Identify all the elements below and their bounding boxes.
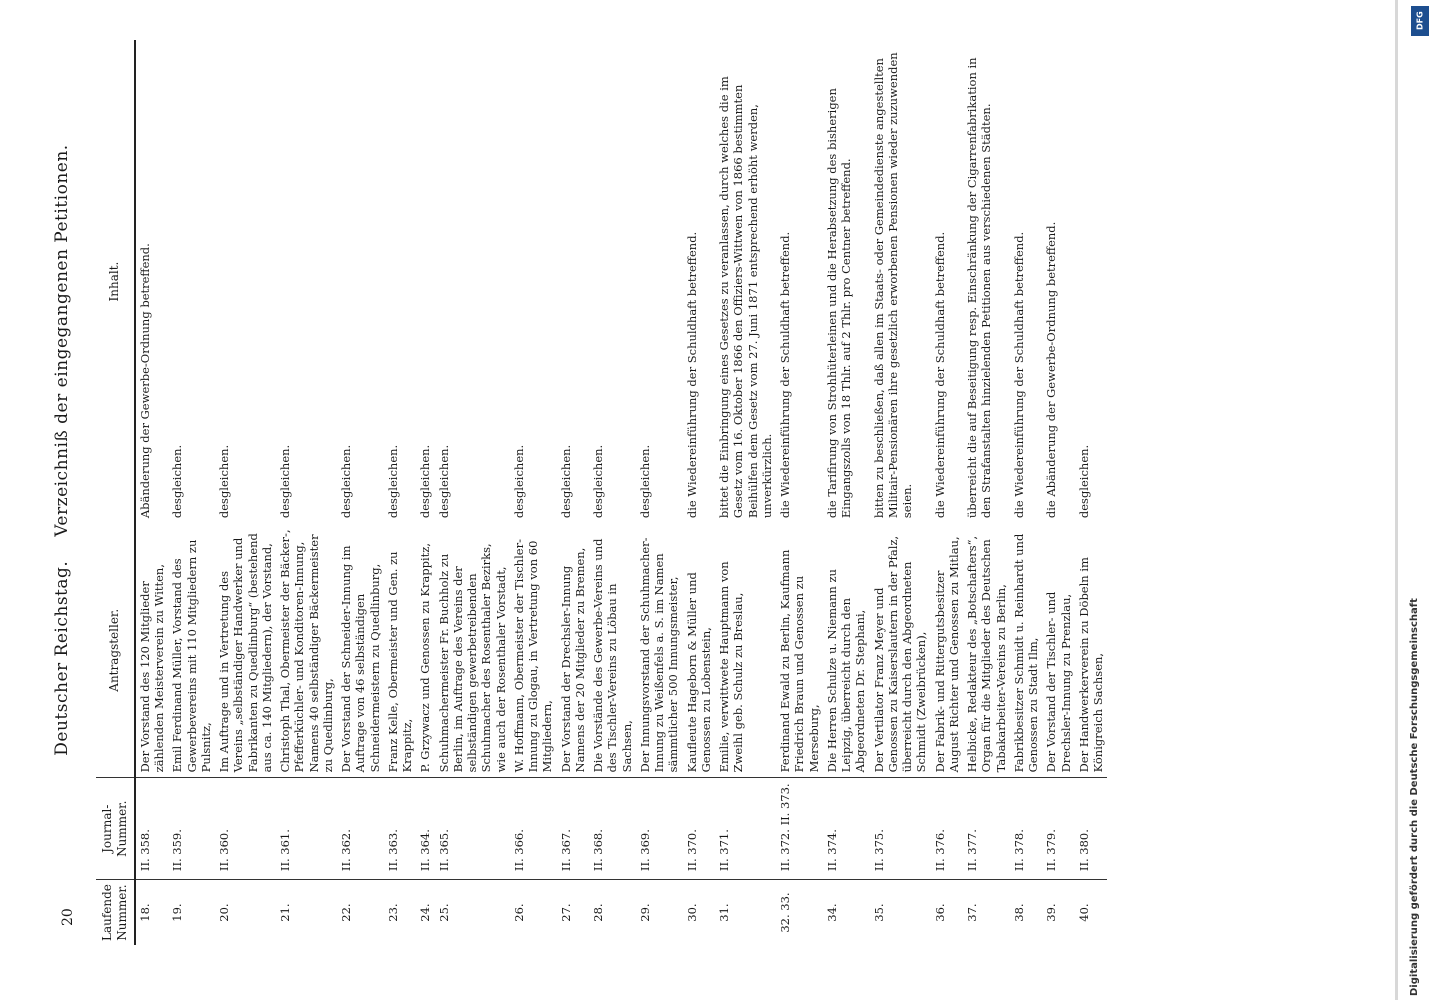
cell-inhalt: die Wiedereinführung der Schuldhaft betreffend. — [778, 231, 792, 519]
cell-laufende: 28. — [591, 903, 605, 922]
cell-journal: II. 374. — [823, 778, 870, 880]
cell-journal: II. 369. — [636, 778, 683, 880]
cell-journal: II. 363. — [384, 778, 417, 880]
cell-journal: II. 370. — [683, 778, 716, 880]
table-row — [1042, 40, 1075, 945]
cell-inhalt: desgleichen. — [385, 444, 400, 519]
cell-antragsteller: Der Fabrik- und Rittergutsbesitzer August Richter und Genossen zu Mitlau, — [931, 523, 964, 778]
cell-inhalt: bitten zu beschließen, daß allen im Staats- oder Gemeindedienste angestellten Militair-Pensionären ihre gesetzlich erworbenen Pensionen wieder zuzuwenden seien. — [871, 52, 914, 519]
cell-journal: II. 361. — [276, 778, 337, 880]
table-row — [276, 40, 337, 945]
cell-antragsteller: Der Vorstand des 120 Mitglieder zählenden Meisterverein zu Witten, — [135, 523, 169, 778]
cell-inhalt: desgleichen. — [217, 444, 231, 519]
cell-inhalt: desgleichen. — [339, 444, 353, 519]
cell-journal: II. 380. — [1075, 778, 1108, 880]
cell-inhalt: desgleichen. — [511, 444, 526, 519]
cell-journal: II. 362. — [337, 778, 384, 880]
cell-antragsteller: Schuhmachermeister Fr. Buchholz zu Berlin, im Auftrage des Vereins der selbständigen gewerbetreibenden Schuhmacher des Rosenthaler Bezirks, wie auch der Rosenthaler Vorstadt, — [435, 523, 510, 778]
cell-laufende: 18. — [137, 903, 152, 922]
cell-antragsteller: Der Vorstand der Schneider-Innung im Auftrage von 46 selbständigen Schneidermeistern zu Quedlinburg, — [337, 523, 384, 778]
cell-laufende: 27. — [558, 903, 573, 922]
cell-laufende: 30. — [684, 903, 699, 922]
cell-inhalt: überreicht die auf Beseitigung resp. Einschränkung der Cigarrenfabrikation in den Strafanstalten hinzielenden Petitionen aus verschiedenen Städten. — [965, 57, 994, 519]
cell-laufende: 35. — [871, 903, 886, 922]
table-row — [870, 40, 931, 945]
cell-antragsteller: Der Handwerkerverein zu Döbeln im Königreich Sachsen, — [1075, 523, 1108, 778]
cell-laufende: 21. — [278, 903, 292, 922]
cell-laufende: 19. — [170, 903, 185, 922]
scan-edge — [1395, 0, 1398, 1000]
cell-inhalt: desgleichen. — [558, 444, 573, 519]
cell-antragsteller: Die Herren Schulze u. Niemann zu Leipzig, überreicht durch den Abgeordneten Dr. Stephani, — [823, 523, 870, 778]
table-row — [215, 40, 276, 945]
cell-journal: II. 371. — [715, 778, 776, 880]
cell-inhalt: bittet die Einbringung eines Gesetzes zu veranlassen, durch welches die im Gesetz vom 16. Oktober 1866 den Offiziers-Wittwen von 1866 bestimmten Beihülfen dem Gesetz vom 27. Juni 1871 entsprechend erhöht werden, unverkürzlich. — [717, 76, 774, 519]
cell-inhalt: die Wiedereinführung der Schuldhaft betreffend. — [932, 231, 947, 519]
cell-laufende: 34. — [824, 903, 839, 922]
table-row — [963, 40, 1010, 945]
cell-journal: II. 367. — [557, 778, 590, 880]
page-title — [52, 100, 72, 800]
cell-antragsteller: Fabrikbesitzer Schmidt u. Reinhardt und Genossen zu Stadt Ilm, — [1010, 523, 1043, 778]
cell-laufende: 31. — [717, 903, 731, 922]
cell-antragsteller: Emilie, verwittwete Hauptmann von Zweihl geb. Schulz zu Breslau, — [715, 523, 776, 778]
cell-laufende: 32. 33. — [778, 892, 792, 933]
cell-antragsteller: Christoph Thal, Obermeister der Bäcker-, Pfefferküchler- und Konditoren-Innung, Namens 40 selbständiger Bäckermeister zu Quedlinburg, — [276, 523, 337, 778]
petitions-table — [96, 40, 1107, 945]
cell-inhalt: die Tarifirung von Strohhüterleinen und die Herabsetzung des bisherigen Eingangszolls von 18 Thlr. auf 2 Thlr. pro Centner betreffend. — [824, 88, 853, 519]
table-row — [1010, 40, 1043, 945]
col-journal: Journal-Nummer. — [96, 778, 135, 880]
table-row — [776, 40, 823, 945]
table-row — [135, 40, 169, 945]
table-row — [168, 40, 215, 945]
cell-antragsteller: W. Hoffmann, Obermeister der Tischler-Innung zu Glogau, in Vertretung von 60 Mitgliedern, — [510, 523, 557, 778]
cell-inhalt: desgleichen. — [637, 444, 652, 519]
cell-antragsteller: Emil Ferdinand Müller, Vorstand des Gewerbevereins mit 110 Mitgliedern zu Pulsnitz, — [168, 523, 215, 778]
cell-laufende: 24. — [418, 903, 433, 922]
cell-inhalt: desgleichen. — [278, 444, 292, 519]
cell-antragsteller: Franz Kelle, Obermeister und Gen. zu Krappitz, — [384, 523, 417, 778]
cell-laufende: 36. — [932, 903, 947, 922]
table-row — [435, 40, 510, 945]
dfg-logo: DFG — [1411, 6, 1429, 36]
cell-journal: II. 366. — [510, 778, 557, 880]
title-right: Verzeichniß der eingegangenen Petitionen. — [52, 144, 72, 537]
cell-journal: II. 365. — [435, 778, 510, 880]
cell-journal: II. 368. — [589, 778, 636, 880]
cell-journal: II. 359. — [168, 778, 215, 880]
table-row — [510, 40, 557, 945]
cell-antragsteller: Kaufleute Hageborn & Müller und Genossen zu Lobenstein, — [683, 523, 716, 778]
cell-journal: II. 378. — [1010, 778, 1043, 880]
cell-journal: II. 360. — [215, 778, 276, 880]
table-row — [1075, 40, 1108, 945]
table-row — [337, 40, 384, 945]
cell-laufende: 38. — [1011, 903, 1026, 922]
cell-inhalt: desgleichen. — [1076, 444, 1091, 519]
table-row — [823, 40, 870, 945]
page-number: 20 — [60, 908, 76, 926]
cell-laufende: 40. — [1076, 903, 1091, 922]
table-header — [96, 40, 135, 945]
table-row — [589, 40, 636, 945]
cell-laufende: 25. — [436, 903, 451, 922]
cell-antragsteller: Der Vorstand der Drechsler-Innung Namens der 20 Mitglieder zu Bremen, — [557, 523, 590, 778]
table-row — [931, 40, 964, 945]
table-row — [416, 40, 434, 945]
cell-journal: II. 377. — [963, 778, 1010, 880]
cell-laufende: 22. — [339, 903, 353, 922]
cell-antragsteller: Der Vertilator Franz Meyer und Genossen zu Kaiserslautern in der Pfalz, überreicht durch den Abgeordneten Schmidt (Zweibrücken), — [870, 523, 931, 778]
table-row — [557, 40, 590, 945]
cell-laufende: 26. — [511, 903, 526, 922]
cell-inhalt: die Wiedereinführung der Schuldhaft betreffend. — [684, 231, 699, 519]
cell-inhalt: desgleichen. — [418, 444, 433, 519]
cell-journal: II. 358. — [135, 778, 169, 880]
table-row — [683, 40, 716, 945]
cell-journal: II. 376. — [931, 778, 964, 880]
cell-antragsteller: Die Vorstände des Gewerbe-Vereins und des Tischler-Vereins zu Löbau in Sachsen, — [589, 523, 636, 778]
table-body — [135, 40, 1108, 945]
cell-inhalt: desgleichen. — [591, 444, 605, 519]
col-laufende: Laufende Nummer. — [96, 880, 135, 945]
col-inhalt: Inhalt. — [96, 40, 135, 523]
table-row — [384, 40, 417, 945]
cell-antragsteller: Im Auftrage und in Vertretung des Vereins „selbständiger Handwerker und Fabrikanten zu Quedlinburg“ (bestehend aus ca. 140 Mitgliedern), der Vorstand, — [215, 523, 276, 778]
cell-antragsteller: Der Vorstand der Tischler- und Drechsler-Innung zu Prenzlau, — [1042, 523, 1075, 778]
cell-laufende: 29. — [637, 903, 652, 922]
cell-laufende: 23. — [385, 903, 400, 922]
cell-antragsteller: P. Grzywacz und Genossen zu Krappitz, — [416, 523, 434, 778]
title-left: Deutscher Reichstag. — [52, 560, 72, 756]
cell-antragsteller: Ferdinand Ewald zu Berlin, Kaufmann Friedrich Braun und Genossen zu Merseburg, — [776, 523, 823, 778]
cell-laufende: 20. — [217, 903, 231, 922]
cell-inhalt: die Wiedereinführung der Schuldhaft betreffend. — [1011, 231, 1026, 519]
cell-inhalt: desgleichen. — [170, 444, 185, 519]
cell-antragsteller: Helbicke, Redakteur des „Botschafters“, Organ für die Mitglieder des Deutschen Tabakarbeiter-Vereins zu Berlin, — [963, 523, 1010, 778]
cell-laufende: 39. — [1044, 903, 1059, 922]
cell-inhalt: Abänderung der Gewerbe-Ordnung betreffend. — [137, 243, 152, 519]
cell-antragsteller: Der Innungsvorstand der Schuhmacher-Innung zu Weißenfels a. S. im Namen sämmtlicher 500 Innungsmeister, — [636, 523, 683, 778]
cell-laufende: 37. — [965, 903, 979, 922]
cell-journal: II. 364. — [416, 778, 434, 880]
credit-text: Digitalisierung gefördert durch die Deutsche Forschungsgemeinschaft — [1409, 598, 1420, 996]
table-row — [636, 40, 683, 945]
cell-journal: II. 372. II. 373. — [776, 778, 823, 880]
cell-journal: II. 375. — [870, 778, 931, 880]
cell-inhalt: desgleichen. — [436, 444, 451, 519]
table-row — [715, 40, 776, 945]
col-antragsteller: Antragsteller. — [96, 523, 135, 778]
cell-journal: II. 379. — [1042, 778, 1075, 880]
cell-inhalt: die Abänderung der Gewerbe-Ordnung betreffend. — [1044, 221, 1059, 519]
